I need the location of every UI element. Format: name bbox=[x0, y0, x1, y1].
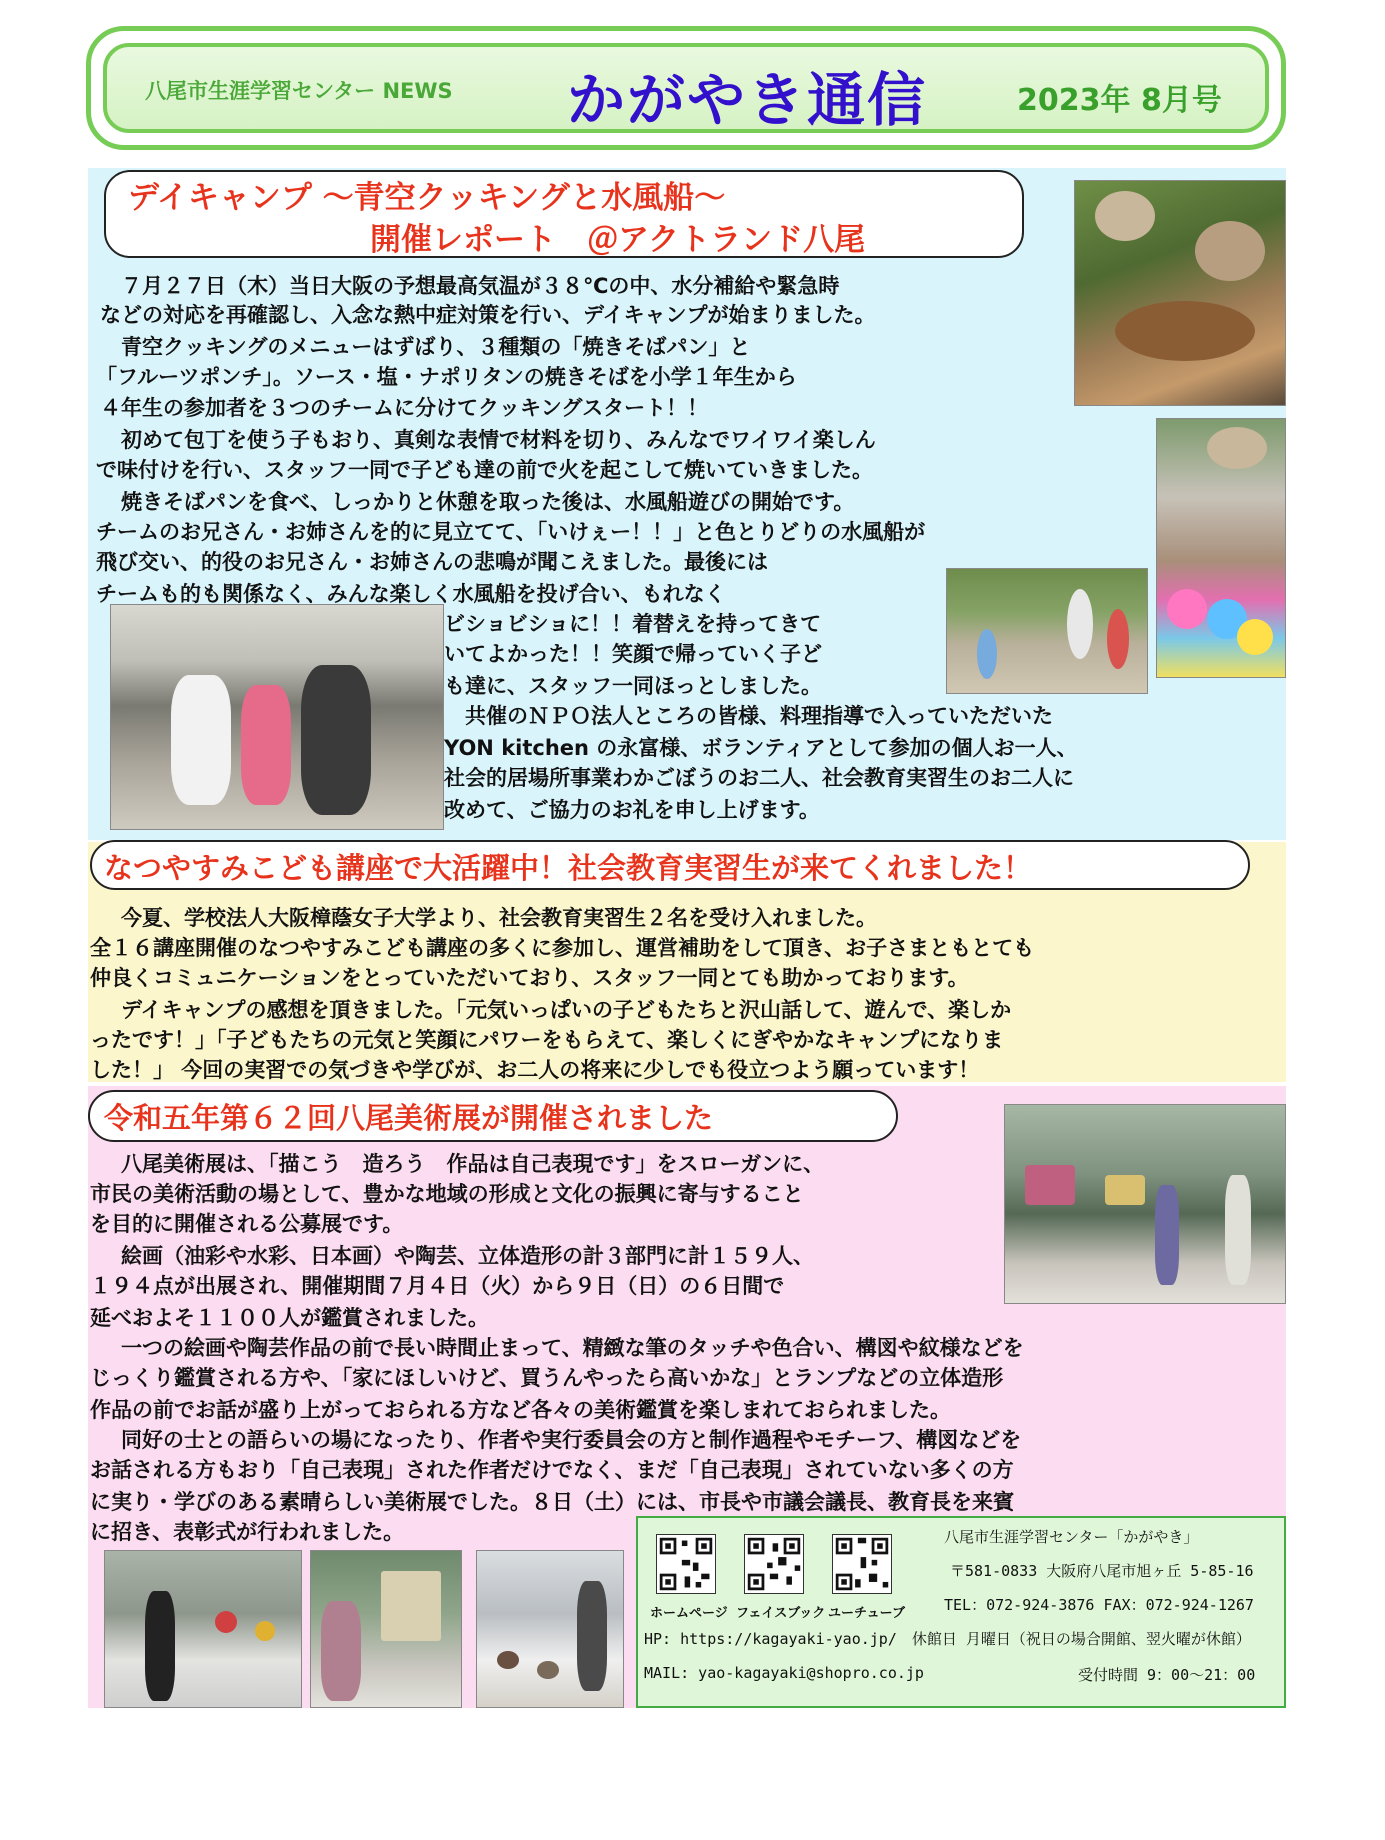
body-line: 共催のＮＰＯ法人ところの皆様、料理指導で入っていただいた bbox=[444, 704, 1053, 728]
photo-playground bbox=[946, 568, 1148, 694]
body-line: お話される方もおり「自己表現」された作者だけでなく、まだ「自己表現」されていない多くの方 bbox=[90, 1458, 1014, 1482]
body-line: いてよかった！！笑顔で帰っていく子ど bbox=[444, 642, 822, 666]
body-line: 延べおよそ１１００人が鑑賞されました。 bbox=[90, 1306, 489, 1330]
photo-lamp-exhibits bbox=[104, 1550, 302, 1708]
masthead bbox=[86, 26, 1286, 150]
qr-label-youtube: ユーチューブ bbox=[828, 1606, 905, 1621]
body-line: ビショビショに！！着替えを持ってきて bbox=[444, 612, 822, 636]
body-line: 飛び交い、的役のお兄さん・お姉さんの悲鳴が聞こえました。最後には bbox=[96, 550, 768, 574]
photo-cooking bbox=[1074, 180, 1286, 406]
body-line: 八尾美術展は、「描こう 造ろう 作品は自己表現です」をスローガンに、 bbox=[100, 1152, 825, 1176]
body-line: した！」 今回の実習での気づきや学びが、お二人の将来に少しでも役立つよう願っています！ bbox=[90, 1058, 980, 1082]
body-line: YON kitchen の永富様、ボランティアとして参加の個人お一人、 bbox=[444, 736, 1078, 760]
body-line: 作品の前でお話が盛り上がっておられる方など各々の美術鑑賞を楽しまれておられました。 bbox=[90, 1398, 951, 1422]
center-hours: 受付時間 9：00～21：00 bbox=[1078, 1666, 1256, 1684]
body-line: 仲良くコミュニケーションをとっていただいており、スタッフ一同とても助かっております。 bbox=[90, 966, 969, 990]
newsletter-title: かがやき通信 bbox=[567, 66, 928, 134]
body-line: などの対応を再確認し、入念な熱中症対策を行い、デイキャンプが始まりました。 bbox=[100, 303, 876, 327]
issue-label: 2023年 8月号 bbox=[1017, 83, 1222, 118]
body-line: チームも的も関係なく、みんな楽しく水風船を投げ合い、もれなく bbox=[96, 582, 726, 606]
body-line: 青空クッキングのメニューはずばり、３種類の「焼きそばパン」と bbox=[100, 335, 751, 359]
body-line: 焼きそばパンを食べ、しっかりと休憩を取った後は、水風船遊びの開始です。 bbox=[100, 490, 855, 514]
body-line: 市民の美術活動の場として、豊かな地域の形成と文化の振興に寄与すること bbox=[90, 1182, 804, 1206]
qr-facebook[interactable] bbox=[744, 1534, 804, 1594]
body-line: で味付けを行い、スタッフ一同で子ども達の前で火を起こして焼いていきました。 bbox=[96, 458, 873, 482]
masthead-inner bbox=[103, 43, 1269, 133]
body-line: 絵画（油彩や水彩、日本画）や陶芸、立体造形の計３部門に計１５９人、 bbox=[100, 1244, 814, 1268]
interns-headline: なつやすみこども講座で大活躍中！社会教育実習生が来てくれました！ bbox=[104, 851, 1033, 885]
body-line: 今夏、学校法人大阪樟蔭女子大学より、社会教育実習生２名を受け入れました。 bbox=[100, 906, 877, 930]
qr-code-icon bbox=[657, 1535, 715, 1593]
qr-code-icon bbox=[833, 1535, 891, 1593]
daycamp-headline-line1: デイキャンプ ～青空クッキングと水風船～ bbox=[128, 180, 726, 216]
body-line: 「フルーツポンチ」。ソース・塩・ナポリタンの焼きそばを小学１年生から bbox=[96, 365, 797, 389]
body-line: も達に、スタッフ一同ほっとしました。 bbox=[444, 674, 822, 698]
body-line: に実り・学びのある素晴らしい美術展でした。８日（土）には、市長や市議会議長、教育長を来賓 bbox=[90, 1490, 1014, 1514]
photo-ceramics bbox=[476, 1550, 624, 1708]
qr-label-facebook: フェイスブック bbox=[736, 1606, 826, 1621]
org-news-label: 八尾市生涯学習センター NEWS bbox=[145, 79, 453, 103]
center-hp-closed[interactable]: HP: https://kagayaki-yao.jp/ 休館日 月曜日（祝日の場合開館、翌火曜が休館） bbox=[644, 1630, 1251, 1648]
center-tel-fax: TEL：072-924-3876 FAX：072-924-1267 bbox=[944, 1596, 1254, 1614]
center-address: 〒581-0833 大阪府八尾市旭ヶ丘 5-85-16 bbox=[950, 1562, 1254, 1580]
qr-homepage[interactable] bbox=[656, 1534, 716, 1594]
body-line: に招き、表彰式が行われました。 bbox=[90, 1520, 405, 1544]
body-line: じっくり鑑賞される方や、「家にほしいけど、買うんやったら高いかな」とランプなどの立体造形 bbox=[90, 1366, 1004, 1390]
center-name: 八尾市生涯学習センター「かがやき」 bbox=[944, 1528, 1199, 1546]
photo-water-balloons bbox=[1156, 418, 1286, 678]
info-box bbox=[636, 1516, 1286, 1708]
qr-code-icon bbox=[745, 1535, 803, 1593]
body-line: 一つの絵画や陶芸作品の前で長い時間止まって、精緻な筆のタッチや色合い、構図や紋様などを bbox=[100, 1336, 1024, 1360]
body-line: ４年生の参加者を３つのチームに分けてクッキングスタート！！ bbox=[100, 396, 709, 420]
qr-youtube[interactable] bbox=[832, 1534, 892, 1594]
center-mail[interactable]: MAIL: yao-kagayaki@shopro.co.jp bbox=[644, 1664, 924, 1682]
body-line: １９４点が出展され、開催期間７月４日（火）から９日（日）の６日間で bbox=[90, 1274, 785, 1298]
body-line: 社会的居場所事業わかごぼうのお二人、社会教育実習生のお二人に bbox=[444, 766, 1074, 790]
body-line: を目的に開催される公募展です。 bbox=[90, 1212, 404, 1236]
photo-paintings-viewing bbox=[310, 1550, 462, 1708]
body-line: ったです！」「子どもたちの元気と笑顔にパワーをもらえて、楽しくにぎやかなキャンプになりま bbox=[90, 1028, 1004, 1052]
body-line: 初めて包丁を使う子もおり、真剣な表情で材料を切り、みんなでワイワイ楽しん bbox=[100, 428, 876, 452]
qr-label-homepage: ホームページ bbox=[650, 1606, 728, 1621]
body-line: チームのお兄さん・お姉さんを的に見立てて、「いけぇー！！」と色とりどりの水風船が bbox=[96, 520, 926, 544]
photo-children-tent bbox=[110, 604, 444, 830]
body-line: 全１６講座開催のなつやすみこども講座の多くに参加し、運営補助をして頂き、お子さまともとても bbox=[90, 936, 1035, 960]
body-line: ７月２７日（木）当日大阪の予想最高気温が３８℃の中、水分補給や緊急時 bbox=[100, 274, 840, 298]
photo-exhibition-hall bbox=[1004, 1104, 1286, 1304]
body-line: 同好の士との語らいの場になったり、作者や実行委員会の方と制作過程やモチーフ、構図などを bbox=[100, 1428, 1022, 1452]
body-line: 改めて、ご協力のお礼を申し上げます。 bbox=[444, 798, 820, 822]
body-line: デイキャンプの感想を頂きました。「元気いっぱいの子どもたちと沢山話して、遊んで、楽しか bbox=[100, 998, 1012, 1022]
art-headline: 令和五年第６２回八尾美術展が開催されました bbox=[104, 1101, 714, 1135]
daycamp-headline-line2: 開催レポート ＠アクトランド八尾 bbox=[370, 222, 866, 258]
